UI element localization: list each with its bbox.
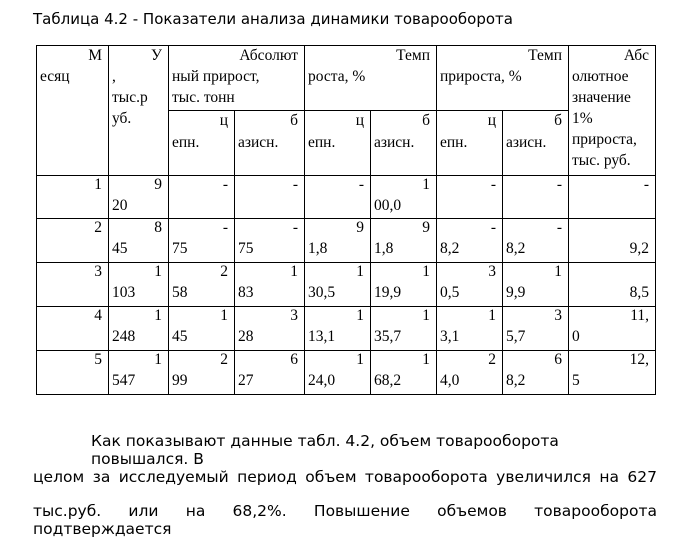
cell-month: 3 [94, 263, 102, 280]
cell-vol: 8 [154, 219, 162, 236]
header-volume: тыс.р [112, 89, 148, 106]
cell-gain-b: - [556, 176, 562, 193]
header-volume: У [151, 47, 162, 64]
cell-one: 8,5 [629, 284, 649, 301]
subheader-grow-c: ц [355, 112, 364, 129]
cell-abs-b: - [292, 176, 298, 193]
cell-grow-b: 19,9 [374, 284, 402, 301]
subheader-grow-b: б [422, 112, 430, 129]
subheader-abs-c: ц [219, 112, 228, 129]
header-volume: уб. [112, 110, 132, 127]
cell-abs-c: 99 [172, 372, 188, 389]
paragraph-line-2: целом за исследуемый период объем товарооборота увеличился на 627 [33, 468, 657, 486]
cell-grow-c: 1 [356, 263, 364, 280]
cell-abs-c: 1 [220, 307, 228, 324]
cell-gain-c: 4,0 [440, 372, 460, 389]
header-growth-rate: Темп [396, 47, 430, 64]
subheader-abs-c: епн. [172, 134, 200, 151]
cell-month: 5 [94, 351, 102, 368]
header-gain-rate: Темп [528, 47, 562, 64]
subheader-grow-c: епн. [308, 134, 336, 151]
cell-gain-c: 1 [488, 307, 496, 324]
cell-vol: 248 [112, 328, 136, 345]
cell-one: 11, [630, 307, 649, 324]
cell-abs-b: 75 [238, 240, 254, 257]
cell-grow-c: 1 [356, 351, 364, 368]
cell-month: 1 [94, 176, 102, 193]
cell-gain-b: 3 [554, 307, 562, 324]
cell-gain-b: 8,2 [506, 240, 526, 257]
cell-one: - [643, 176, 649, 193]
cell-abs-b: 3 [290, 307, 298, 324]
cell-one: 12, [629, 351, 649, 368]
cell-grow-b: 1 [422, 176, 430, 193]
cell-abs-c: - [222, 176, 228, 193]
paragraph-line-3: тыс.руб. или на 68,2%. Повышение объемов товарооборота подтверждается [33, 502, 657, 538]
cell-gain-c: 2 [488, 351, 496, 368]
cell-gain-b: 8,2 [506, 372, 526, 389]
cell-abs-b: - [292, 219, 298, 236]
cell-grow-b: 9 [422, 219, 430, 236]
header-growth-rate: роста, % [308, 68, 366, 85]
header-gain-rate: прироста, % [440, 68, 522, 85]
cell-vol: 45 [112, 240, 128, 257]
cell-gain-b: 1 [554, 263, 562, 280]
cell-one: 0 [572, 328, 580, 345]
cell-gain-c: 3,1 [440, 328, 460, 345]
cell-abs-c: 45 [172, 328, 188, 345]
cell-grow-b: 1 [422, 263, 430, 280]
header-one-percent-value: 1% [572, 110, 593, 127]
header-absolute-growth: Абсолют [239, 47, 298, 64]
cell-grow-c: 1 [356, 307, 364, 324]
cell-vol: 9 [154, 176, 162, 193]
cell-month: 4 [94, 307, 102, 324]
paragraph-line-1: Как показывают данные табл. 4.2, объем товарооборота повышался. В [91, 432, 559, 468]
cell-grow-b: 00,0 [374, 197, 402, 214]
cell-gain-c: - [490, 219, 496, 236]
subheader-gain-c: епн. [440, 134, 468, 151]
header-one-percent-value: Абс [623, 47, 649, 64]
cell-grow-c: 24,0 [308, 372, 336, 389]
cell-gain-c: 0,5 [440, 284, 460, 301]
cell-gain-b: - [556, 219, 562, 236]
cell-grow-b: 1,8 [374, 240, 394, 257]
cell-one: 5 [572, 372, 580, 389]
cell-vol: 103 [112, 284, 136, 301]
header-month: М [88, 47, 102, 64]
cell-gain-c: 8,2 [440, 240, 460, 257]
header-one-percent-value: тыс. руб. [572, 152, 631, 169]
cell-abs-c: 75 [172, 240, 188, 257]
table-caption: Таблица 4.2 - Показатели анализа динамики товарооборота [33, 10, 513, 28]
cell-one: 9,2 [629, 240, 649, 257]
subheader-abs-b: б [290, 112, 298, 129]
cell-grow-b: 68,2 [374, 372, 402, 389]
cell-gain-c: 3 [488, 263, 496, 280]
header-volume: , [112, 68, 116, 85]
subheader-grow-b: азисн. [374, 134, 415, 151]
cell-grow-c: 9 [356, 219, 364, 236]
header-month: есяц [40, 68, 70, 85]
header-one-percent-value: прироста, [572, 131, 637, 148]
cell-gain-b: 5,7 [506, 328, 526, 345]
header-absolute-growth: тыс. тонн [172, 89, 235, 106]
cell-vol: 1 [154, 351, 162, 368]
cell-gain-b: 6 [554, 351, 562, 368]
cell-abs-b: 28 [238, 328, 254, 345]
cell-abs-b: 1 [290, 263, 298, 280]
subheader-gain-c: ц [487, 112, 496, 129]
header-one-percent-value: олютное [572, 68, 629, 85]
cell-vol: 547 [112, 372, 136, 389]
header-absolute-growth: ный прирост, [172, 68, 260, 85]
cell-gain-b: 9,9 [506, 284, 526, 301]
cell-grow-c: 30,5 [308, 284, 336, 301]
cell-grow-c: - [358, 176, 364, 193]
cell-vol: 20 [112, 197, 128, 214]
cell-grow-c: 13,1 [308, 328, 336, 345]
subheader-abs-b: азисн. [238, 134, 279, 151]
cell-grow-b: 1 [422, 307, 430, 324]
cell-abs-c: - [222, 219, 228, 236]
cell-grow-b: 35,7 [374, 328, 402, 345]
cell-grow-c: 1,8 [308, 240, 328, 257]
cell-abs-c: 58 [172, 284, 188, 301]
header-one-percent-value: значение [572, 89, 631, 106]
cell-abs-c: 2 [220, 263, 228, 280]
cell-grow-b: 1 [422, 351, 430, 368]
cell-abs-b: 6 [290, 351, 298, 368]
subheader-gain-b: б [554, 112, 562, 129]
cell-abs-c: 2 [220, 351, 228, 368]
cell-abs-b: 27 [238, 372, 254, 389]
cell-vol: 1 [154, 307, 162, 324]
cell-month: 2 [94, 219, 102, 236]
cell-abs-b: 83 [238, 284, 254, 301]
cell-gain-c: - [490, 176, 496, 193]
cell-vol: 1 [154, 263, 162, 280]
subheader-gain-b: азисн. [506, 134, 547, 151]
